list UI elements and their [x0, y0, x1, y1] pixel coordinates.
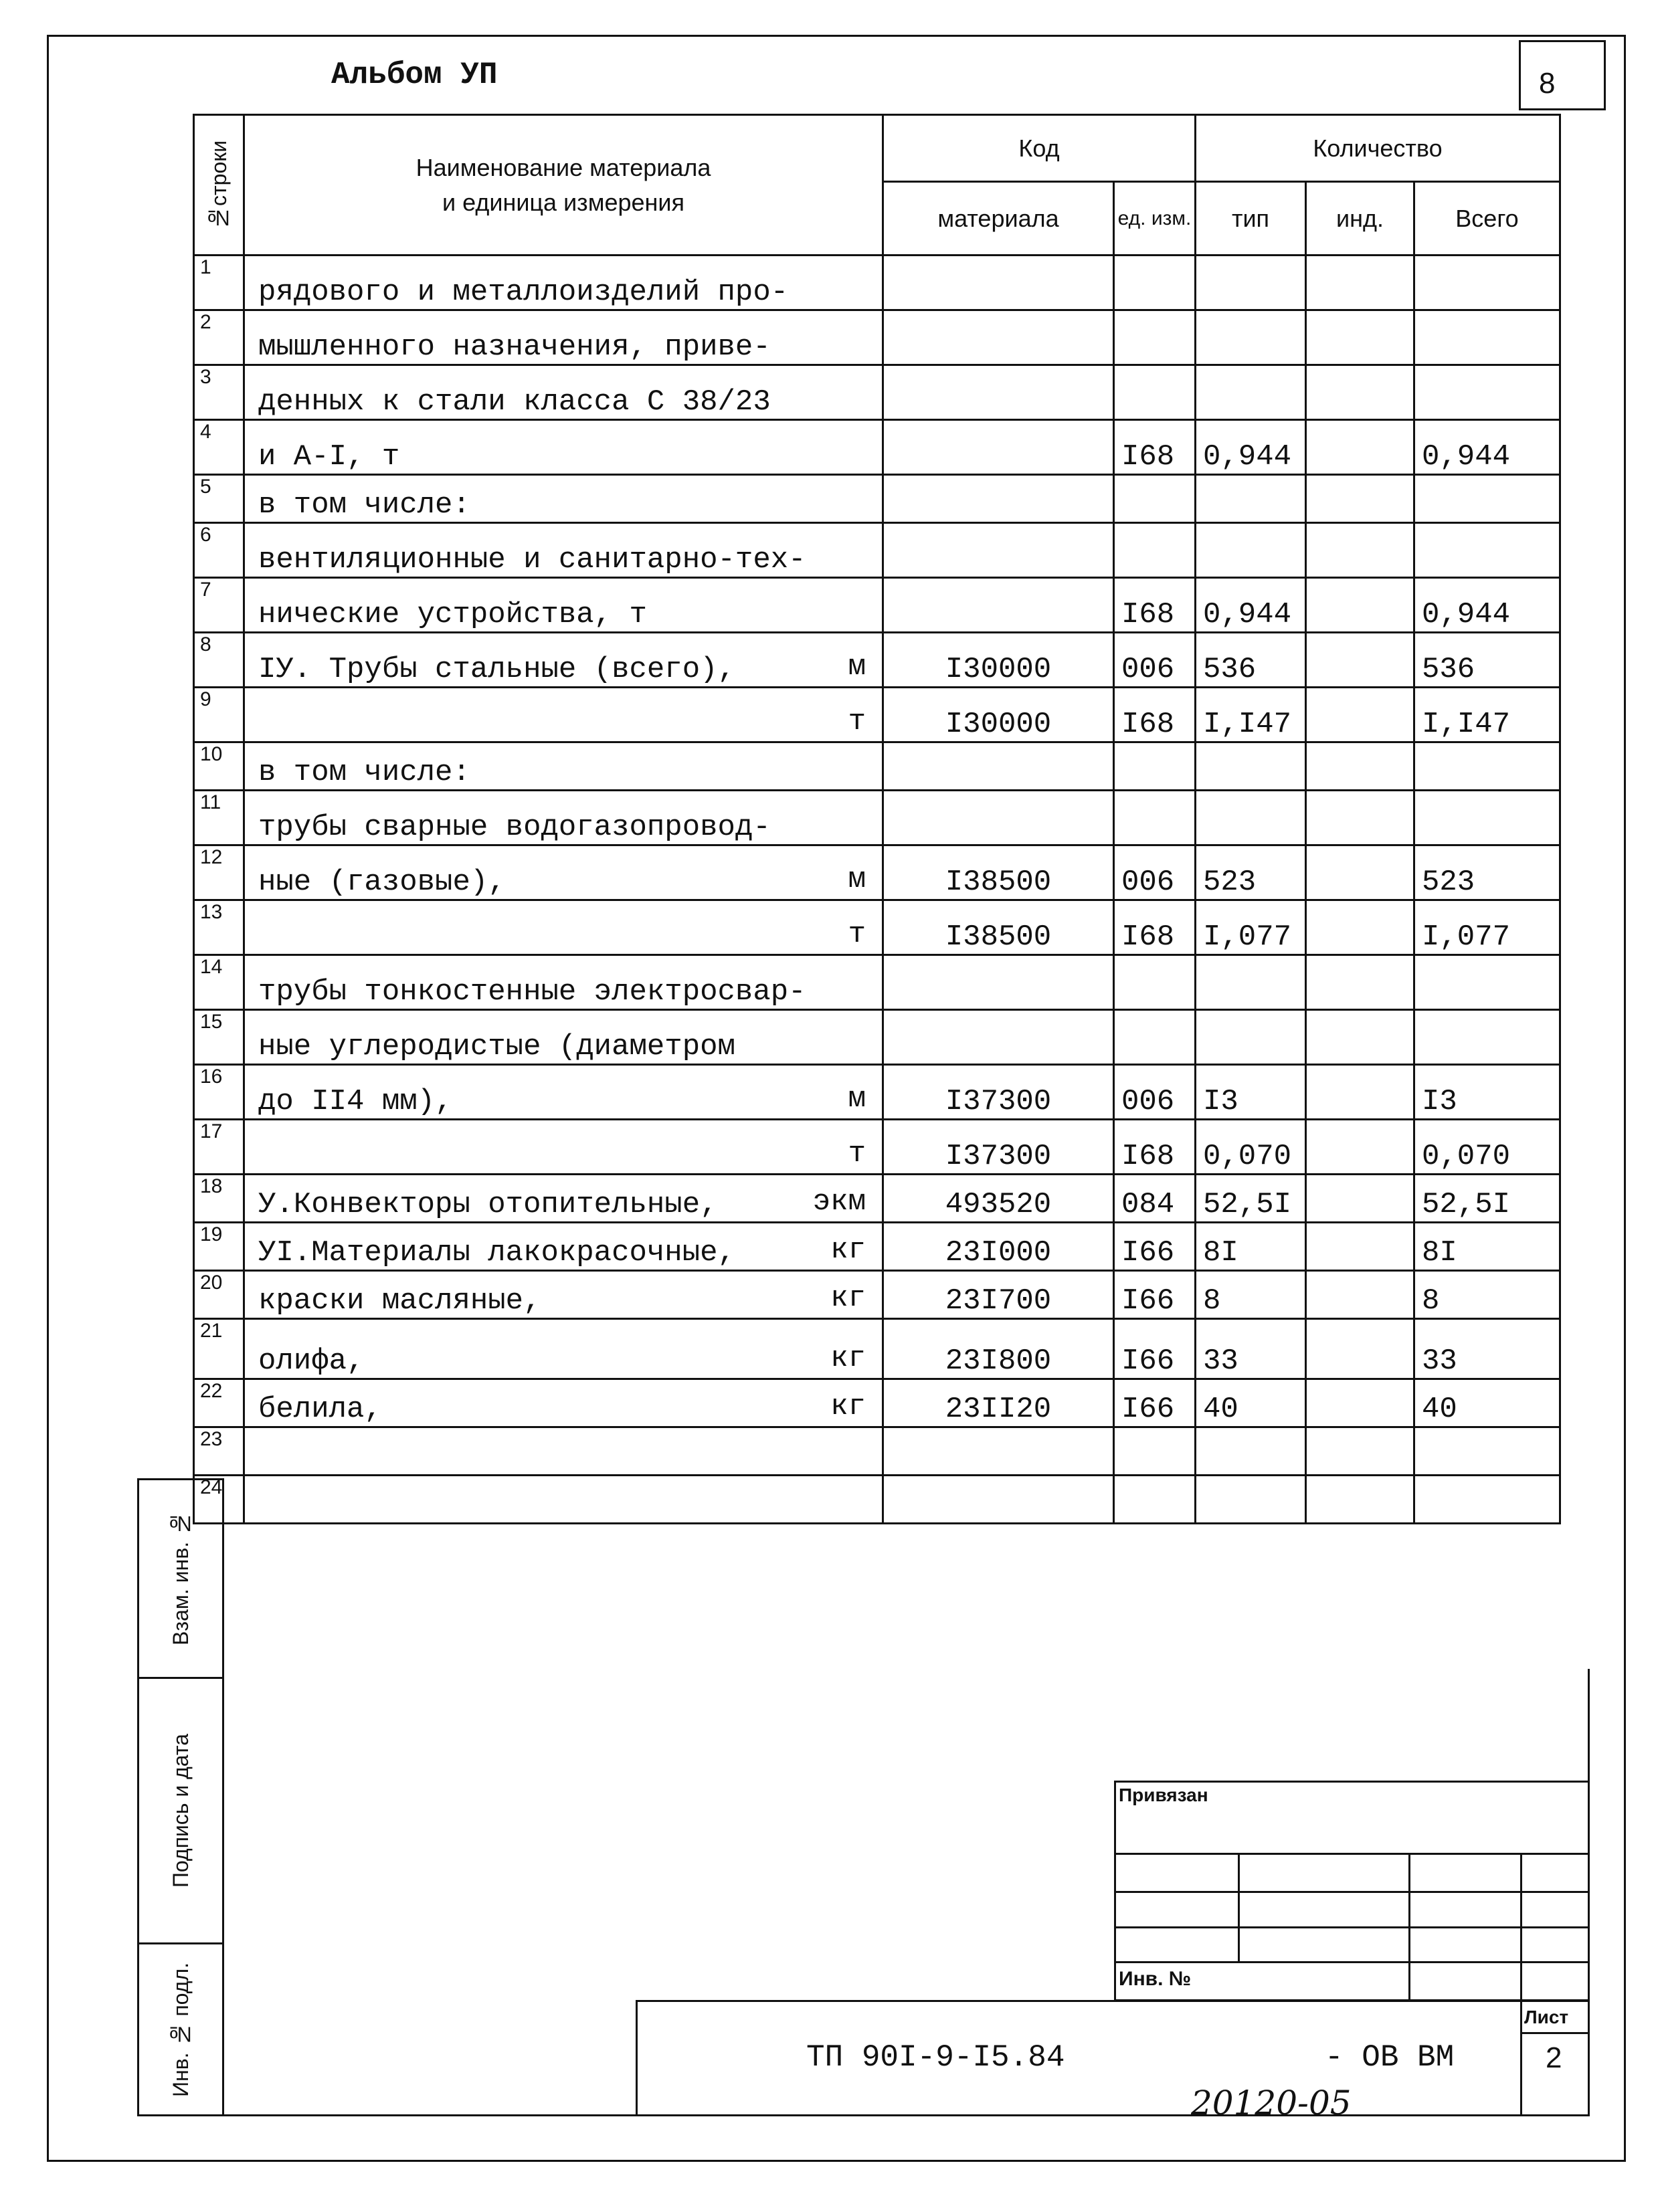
stamp-vzam-inv	[137, 1478, 224, 1679]
qty-ind	[1306, 523, 1414, 578]
qty-type: 0,070	[1196, 1120, 1306, 1175]
material-name-cell	[244, 523, 883, 578]
row-number: 1	[194, 256, 244, 310]
material-name: и А-I, т	[258, 440, 400, 474]
qty-ind	[1306, 1065, 1414, 1120]
qty-ind	[1306, 955, 1414, 1010]
table-row	[194, 420, 1560, 475]
qty-ind	[1306, 742, 1414, 791]
row-number: 10	[194, 742, 244, 791]
main-stamp-list-divider	[1520, 2000, 1522, 2116]
qty-total: 40	[1414, 1379, 1560, 1427]
qty-ind	[1306, 1319, 1414, 1379]
col-row-number	[194, 115, 244, 256]
table-row	[194, 256, 1560, 310]
material-code	[883, 475, 1114, 523]
unit-code	[1114, 365, 1196, 420]
material-code	[883, 523, 1114, 578]
unit-code: I66	[1114, 1271, 1196, 1319]
material-name: в том числе:	[258, 756, 470, 789]
qty-type	[1196, 475, 1306, 523]
material-name-cell	[244, 1271, 883, 1319]
qty-type: 0,944	[1196, 578, 1306, 633]
material-code: 23I800	[883, 1319, 1114, 1379]
qty-ind	[1306, 1223, 1414, 1271]
table-row	[194, 1476, 1560, 1524]
material-code: I37300	[883, 1120, 1114, 1175]
row-number: 18	[194, 1175, 244, 1223]
qty-ind	[1306, 791, 1414, 845]
table-row	[194, 1065, 1560, 1120]
col-row-number-label: №строки	[206, 140, 231, 230]
material-name: трубы тонкостенные электросвар-	[258, 975, 806, 1009]
material-code: 23II20	[883, 1379, 1114, 1427]
material-code	[883, 1476, 1114, 1524]
table-row	[194, 1010, 1560, 1065]
unit-code: I68	[1114, 578, 1196, 633]
qty-ind	[1306, 365, 1414, 420]
table-row	[194, 1379, 1560, 1427]
qty-type	[1196, 256, 1306, 310]
material-name: УI.Материалы лакокрасочные,	[258, 1236, 735, 1270]
material-name: ные углеродистые (диаметром	[258, 1030, 735, 1064]
table-row	[194, 523, 1560, 578]
qty-type: 0,944	[1196, 420, 1306, 475]
table-row	[194, 900, 1560, 955]
row-number: 7	[194, 578, 244, 633]
material-name-cell	[244, 845, 883, 900]
material-name-cell	[244, 1010, 883, 1065]
qty-type: I,077	[1196, 900, 1306, 955]
qty-ind	[1306, 578, 1414, 633]
material-name-cell	[244, 900, 883, 955]
qty-type: 523	[1196, 845, 1306, 900]
col-code: Код	[883, 115, 1196, 182]
privyazan-rule-1	[1114, 1853, 1590, 1855]
qty-type	[1196, 742, 1306, 791]
qty-total: 0,944	[1414, 420, 1560, 475]
qty-total: 33	[1414, 1319, 1560, 1379]
material-name-cell	[244, 955, 883, 1010]
material-name-cell	[244, 310, 883, 365]
qty-ind	[1306, 1476, 1414, 1524]
material-name: олифа,	[258, 1344, 365, 1378]
table-row	[194, 1271, 1560, 1319]
material-name: белила,	[258, 1393, 382, 1426]
col-code-unit: ед. изм.	[1114, 182, 1196, 256]
drawing-suffix: - ОВ ВМ	[1325, 2040, 1455, 2075]
qty-total	[1414, 310, 1560, 365]
unit-code: I68	[1114, 420, 1196, 475]
qty-ind	[1306, 1427, 1414, 1476]
material-name-cell	[244, 742, 883, 791]
qty-total: 52,5I	[1414, 1175, 1560, 1223]
material-name: У.Конвекторы отопительные,	[258, 1188, 718, 1221]
material-name-cell	[244, 1065, 883, 1120]
unit-code: I68	[1114, 1120, 1196, 1175]
qty-total	[1414, 955, 1560, 1010]
material-code	[883, 742, 1114, 791]
unit-code: I66	[1114, 1379, 1196, 1427]
qty-total: 523	[1414, 845, 1560, 900]
material-name-cell	[244, 420, 883, 475]
material-code: I30000	[883, 688, 1114, 742]
qty-type	[1196, 1010, 1306, 1065]
stamp-podpis-data	[137, 1677, 224, 1944]
qty-total	[1414, 256, 1560, 310]
material-name: IУ. Трубы стальные (всего),	[258, 653, 735, 686]
qty-type: I3	[1196, 1065, 1306, 1120]
qty-total: 8I	[1414, 1223, 1560, 1271]
unit-code: 006	[1114, 1065, 1196, 1120]
col-material-name-line1: Наименование материала	[416, 153, 711, 181]
material-unit: кг	[830, 1342, 866, 1375]
qty-type	[1196, 1476, 1306, 1524]
material-name: до II4 мм),	[258, 1085, 453, 1118]
qty-type	[1196, 791, 1306, 845]
material-name-cell	[244, 1476, 883, 1524]
material-unit: экм	[812, 1185, 866, 1219]
unit-code	[1114, 310, 1196, 365]
col-qty-total: Всего	[1414, 182, 1560, 256]
row-number: 22	[194, 1379, 244, 1427]
material-code	[883, 420, 1114, 475]
row-number: 17	[194, 1120, 244, 1175]
table-row	[194, 310, 1560, 365]
unit-code	[1114, 1476, 1196, 1524]
material-code	[883, 791, 1114, 845]
stamp-inv-podl	[137, 1942, 224, 2116]
qty-type	[1196, 310, 1306, 365]
material-unit: т	[848, 918, 866, 951]
qty-ind	[1306, 256, 1414, 310]
unit-code	[1114, 1010, 1196, 1065]
album-title: Альбом УП	[331, 58, 498, 92]
material-code	[883, 955, 1114, 1010]
row-number: 5	[194, 475, 244, 523]
material-code	[883, 256, 1114, 310]
material-unit: т	[848, 1137, 866, 1171]
qty-total	[1414, 365, 1560, 420]
table-row	[194, 365, 1560, 420]
material-name-cell	[244, 1175, 883, 1223]
qty-total: 0,944	[1414, 578, 1560, 633]
col-qty-ind: инд.	[1306, 182, 1414, 256]
qty-type: 40	[1196, 1379, 1306, 1427]
material-name-cell	[244, 1223, 883, 1271]
qty-total: I,I47	[1414, 688, 1560, 742]
qty-ind	[1306, 1271, 1414, 1319]
drawing-designation: ТП 90I-9-I5.84	[806, 2040, 1065, 2075]
table-row	[194, 955, 1560, 1010]
material-name: ные (газовые),	[258, 866, 506, 899]
table-row	[194, 742, 1560, 791]
unit-code: I66	[1114, 1319, 1196, 1379]
material-code: 23I700	[883, 1271, 1114, 1319]
privyazan-vrule-2	[1408, 1853, 1410, 2001]
material-name-cell	[244, 688, 883, 742]
material-unit: т	[848, 705, 866, 738]
qty-total	[1414, 791, 1560, 845]
inv-no-label: Инв. №	[1119, 1968, 1192, 1990]
unit-code	[1114, 742, 1196, 791]
qty-total: 536	[1414, 633, 1560, 688]
qty-total	[1414, 523, 1560, 578]
material-name-cell	[244, 256, 883, 310]
row-number: 12	[194, 845, 244, 900]
table-row	[194, 475, 1560, 523]
material-unit: м	[848, 1082, 866, 1116]
col-qty-type: тип	[1196, 182, 1306, 256]
material-code	[883, 310, 1114, 365]
privyazan-label: Привязан	[1119, 1785, 1208, 1805]
unit-code	[1114, 256, 1196, 310]
table-row	[194, 1427, 1560, 1476]
material-code	[883, 365, 1114, 420]
material-name: мышленного назначения, приве-	[258, 330, 771, 364]
unit-code: 006	[1114, 845, 1196, 900]
material-code	[883, 578, 1114, 633]
row-number: 14	[194, 955, 244, 1010]
unit-code: 006	[1114, 633, 1196, 688]
qty-type: 8I	[1196, 1223, 1306, 1271]
qty-type: 33	[1196, 1319, 1306, 1379]
table-row	[194, 633, 1560, 688]
material-code: I38500	[883, 900, 1114, 955]
list-number: 2	[1546, 2041, 1562, 2074]
qty-ind	[1306, 688, 1414, 742]
material-name: трубы сварные водогазопровод-	[258, 811, 771, 844]
material-name-cell	[244, 791, 883, 845]
row-number: 20	[194, 1271, 244, 1319]
material-name-cell	[244, 365, 883, 420]
material-name: в том числе:	[258, 488, 470, 522]
row-number: 11	[194, 791, 244, 845]
list-label: Лист	[1524, 2007, 1569, 2027]
material-name-cell	[244, 1120, 883, 1175]
page-top-rule	[47, 35, 1626, 37]
row-number: 15	[194, 1010, 244, 1065]
unit-code	[1114, 791, 1196, 845]
table-row	[194, 688, 1560, 742]
qty-ind	[1306, 1010, 1414, 1065]
material-name-cell	[244, 1427, 883, 1476]
qty-ind	[1306, 845, 1414, 900]
qty-ind	[1306, 633, 1414, 688]
qty-type: 52,5I	[1196, 1175, 1306, 1223]
qty-ind	[1306, 1175, 1414, 1223]
row-number: 4	[194, 420, 244, 475]
qty-total	[1414, 1010, 1560, 1065]
stamp-podpis-data-label: Подпись и дата	[168, 1733, 193, 1888]
row-number: 23	[194, 1427, 244, 1476]
table-row	[194, 1319, 1560, 1379]
sheet-number-box	[1519, 40, 1606, 110]
material-code: 493520	[883, 1175, 1114, 1223]
stamp-inv-podl-label: Инв. № подл.	[168, 1962, 193, 2097]
qty-ind	[1306, 420, 1414, 475]
qty-ind	[1306, 1379, 1414, 1427]
unit-code: I66	[1114, 1223, 1196, 1271]
table-row	[194, 1175, 1560, 1223]
material-name: вентиляционные и санитарно-тех-	[258, 543, 806, 577]
stamp-vzam-inv-label: Взам. инв. №	[168, 1512, 193, 1645]
unit-code: I68	[1114, 688, 1196, 742]
qty-total: I3	[1414, 1065, 1560, 1120]
material-name: рядового и металлоизделий про-	[258, 276, 789, 309]
material-name-cell	[244, 1379, 883, 1427]
qty-type	[1196, 365, 1306, 420]
qty-total: 0,070	[1414, 1120, 1560, 1175]
unit-code: I68	[1114, 900, 1196, 955]
qty-type: I,I47	[1196, 688, 1306, 742]
material-name-cell	[244, 1319, 883, 1379]
material-code	[883, 1010, 1114, 1065]
row-number: 19	[194, 1223, 244, 1271]
qty-total: I,077	[1414, 900, 1560, 955]
unit-code	[1114, 955, 1196, 1010]
qty-ind	[1306, 1120, 1414, 1175]
qty-total	[1414, 475, 1560, 523]
qty-total	[1414, 1476, 1560, 1524]
qty-total: 8	[1414, 1271, 1560, 1319]
row-number: 24	[194, 1476, 244, 1524]
material-code: I38500	[883, 845, 1114, 900]
qty-ind	[1306, 475, 1414, 523]
privyazan-vrule-1	[1238, 1853, 1240, 1961]
row-number: 6	[194, 523, 244, 578]
col-material-name	[244, 115, 883, 256]
material-name: краски масляные,	[258, 1284, 541, 1318]
privyazan-vrule-3	[1520, 1853, 1522, 2001]
unit-code	[1114, 1427, 1196, 1476]
table-row	[194, 1120, 1560, 1175]
table-row	[194, 1223, 1560, 1271]
material-code	[883, 1427, 1114, 1476]
material-name: нические устройства, т	[258, 598, 647, 631]
qty-type	[1196, 1427, 1306, 1476]
material-name-cell	[244, 578, 883, 633]
qty-type	[1196, 523, 1306, 578]
row-number: 16	[194, 1065, 244, 1120]
row-number: 8	[194, 633, 244, 688]
material-unit: кг	[830, 1390, 866, 1423]
unit-code	[1114, 523, 1196, 578]
qty-total	[1414, 742, 1560, 791]
row-number: 21	[194, 1319, 244, 1379]
material-code: 23I000	[883, 1223, 1114, 1271]
unit-code: 084	[1114, 1175, 1196, 1223]
qty-ind	[1306, 310, 1414, 365]
table-row	[194, 845, 1560, 900]
row-number: 9	[194, 688, 244, 742]
privyazan-rule-4	[1114, 1961, 1590, 1963]
materials-table	[193, 114, 1561, 1524]
qty-type: 8	[1196, 1271, 1306, 1319]
material-name-cell	[244, 633, 883, 688]
material-unit: м	[848, 650, 866, 684]
material-code: I37300	[883, 1065, 1114, 1120]
handwritten-note: 20120-05	[1191, 2084, 1352, 2122]
col-quantity: Количество	[1196, 115, 1560, 182]
table-row	[194, 791, 1560, 845]
sheet-number: 8	[1539, 67, 1556, 100]
col-code-material: материала	[883, 182, 1114, 256]
qty-type	[1196, 955, 1306, 1010]
row-number: 3	[194, 365, 244, 420]
material-code: I30000	[883, 633, 1114, 688]
table-row	[194, 578, 1560, 633]
privyazan-rule-2	[1114, 1891, 1590, 1893]
material-name: денных к стали класса С 38/23	[258, 385, 771, 419]
main-stamp-list-rule	[1520, 2032, 1590, 2034]
material-unit: кг	[830, 1282, 866, 1315]
row-number: 13	[194, 900, 244, 955]
material-unit: м	[848, 863, 866, 896]
privyazan-rule-3	[1114, 1926, 1590, 1928]
qty-type: 536	[1196, 633, 1306, 688]
col-material-name-line2: и единица измерения	[442, 188, 684, 216]
unit-code	[1114, 475, 1196, 523]
qty-total	[1414, 1427, 1560, 1476]
row-number: 2	[194, 310, 244, 365]
material-name-cell	[244, 475, 883, 523]
qty-ind	[1306, 900, 1414, 955]
material-unit: кг	[830, 1233, 866, 1267]
